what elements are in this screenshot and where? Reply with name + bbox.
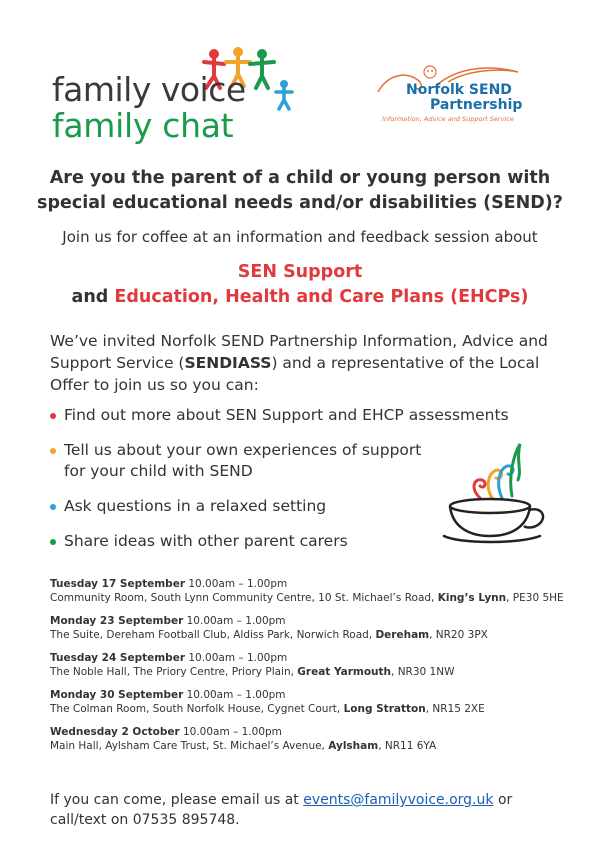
headline-line-2: special educational needs and/or disabilities (SEND)?: [37, 193, 563, 213]
norfolk-send-logo: [368, 62, 528, 134]
event-town: Aylsham: [328, 740, 379, 752]
event-venue: The Suite, Dereham Football Club, Aldiss Park, Norwich Road,: [50, 629, 376, 641]
green-bullet-dot: [50, 539, 56, 545]
event-time: 10.00am – 1.00pm: [179, 726, 282, 738]
headline-line-1: Are you the parent of a child or young person with: [49, 168, 551, 188]
bullet-item: [50, 440, 430, 482]
intro-part-1: We’ve invited Norfolk SEND Partnership Information, Advice and Support Service (: [50, 332, 548, 372]
event-town: King’s Lynn: [437, 592, 507, 604]
intro-paragraph: [50, 330, 560, 396]
event-item: [50, 725, 590, 753]
topic-ehcp-label: Education, Health and Care Plans (EHCPs): [114, 287, 529, 307]
event-town: Great Yarmouth: [297, 666, 392, 678]
event-venue: Community Room, South Lynn Community Centre, 10 St. Michael’s Road,: [50, 592, 438, 604]
event-item: [50, 651, 590, 679]
intro-part-2: ) and a representative of the Local Offer to join us so you can:: [50, 354, 540, 394]
bullet-item: [50, 405, 570, 426]
family-voice-name: family voice: [52, 70, 246, 109]
topic-and: and: [71, 287, 115, 307]
event-town: Long Stratton: [343, 703, 426, 715]
red-bullet-dot: [50, 413, 56, 419]
event-date: Wednesday 2 October: [50, 726, 180, 738]
event-venue: The Colman Room, South Norfolk House, Cygnet Court,: [50, 703, 344, 715]
event-venue: The Noble Hall, The Priory Centre, Priory Plain,: [50, 666, 298, 678]
footer-prefix: If you can come, please email us at: [50, 792, 304, 808]
event-item: [50, 577, 590, 605]
event-postcode: , NR15 2XE: [425, 703, 485, 715]
partnership-title: Partnership: [430, 97, 523, 113]
join-text: Join us for coffee at an information and feedback session about: [62, 228, 538, 246]
event-item: [50, 614, 590, 642]
event-venue: Main Hall, Aylsham Care Trust, St. Michael’s Avenue,: [50, 740, 329, 752]
bullet-text: Share ideas with other parent carers: [64, 532, 348, 550]
events-list: [50, 577, 590, 762]
event-postcode: , NR30 1NW: [391, 666, 455, 678]
bullet-text: Tell us about your own experiences of support for your child with SEND: [64, 441, 422, 480]
event-item: [50, 688, 590, 716]
intro-sendiass: SENDIASS: [184, 354, 272, 372]
coffee-cup-icon: [440, 440, 555, 545]
event-postcode: , NR20 3PX: [429, 629, 488, 641]
bullet-text: Find out more about SEN Support and EHCP assessments: [64, 406, 509, 424]
event-time: 10.00am – 1.00pm: [185, 652, 288, 664]
norfolk-send-title: Norfolk SEND: [406, 82, 512, 98]
email-link[interactable]: events@familyvoice.org.uk: [303, 792, 494, 808]
event-date: Tuesday 24 September: [50, 652, 185, 664]
norfolk-tagline: Information, Advice and Support Service: [382, 115, 514, 123]
topic-sen-support: SEN Support: [237, 262, 363, 282]
header: [0, 0, 600, 160]
headline-question: [0, 166, 600, 216]
event-time: 10.00am – 1.00pm: [185, 578, 288, 590]
event-postcode: , NR11 6YA: [378, 740, 437, 752]
bullet-text: Ask questions in a relaxed setting: [64, 497, 327, 515]
blue-bullet-dot: [50, 504, 56, 510]
topic-ehcp: [0, 287, 600, 307]
event-town: Dereham: [375, 629, 430, 641]
family-voice-logo: [52, 42, 262, 152]
footer-suffix: or call/text on 07535 895748.: [50, 792, 513, 828]
event-time: 10.00am – 1.00pm: [183, 689, 286, 701]
event-time: 10.00am – 1.00pm: [183, 615, 286, 627]
event-postcode: , PE30 5HE: [506, 592, 564, 604]
orange-bullet-dot: [50, 448, 56, 454]
family-chat-name: family chat: [52, 106, 234, 145]
event-date: Monday 23 September: [50, 615, 184, 627]
footer-contact: [50, 790, 570, 830]
event-date: Tuesday 17 September: [50, 578, 185, 590]
event-date: Monday 30 September: [50, 689, 184, 701]
